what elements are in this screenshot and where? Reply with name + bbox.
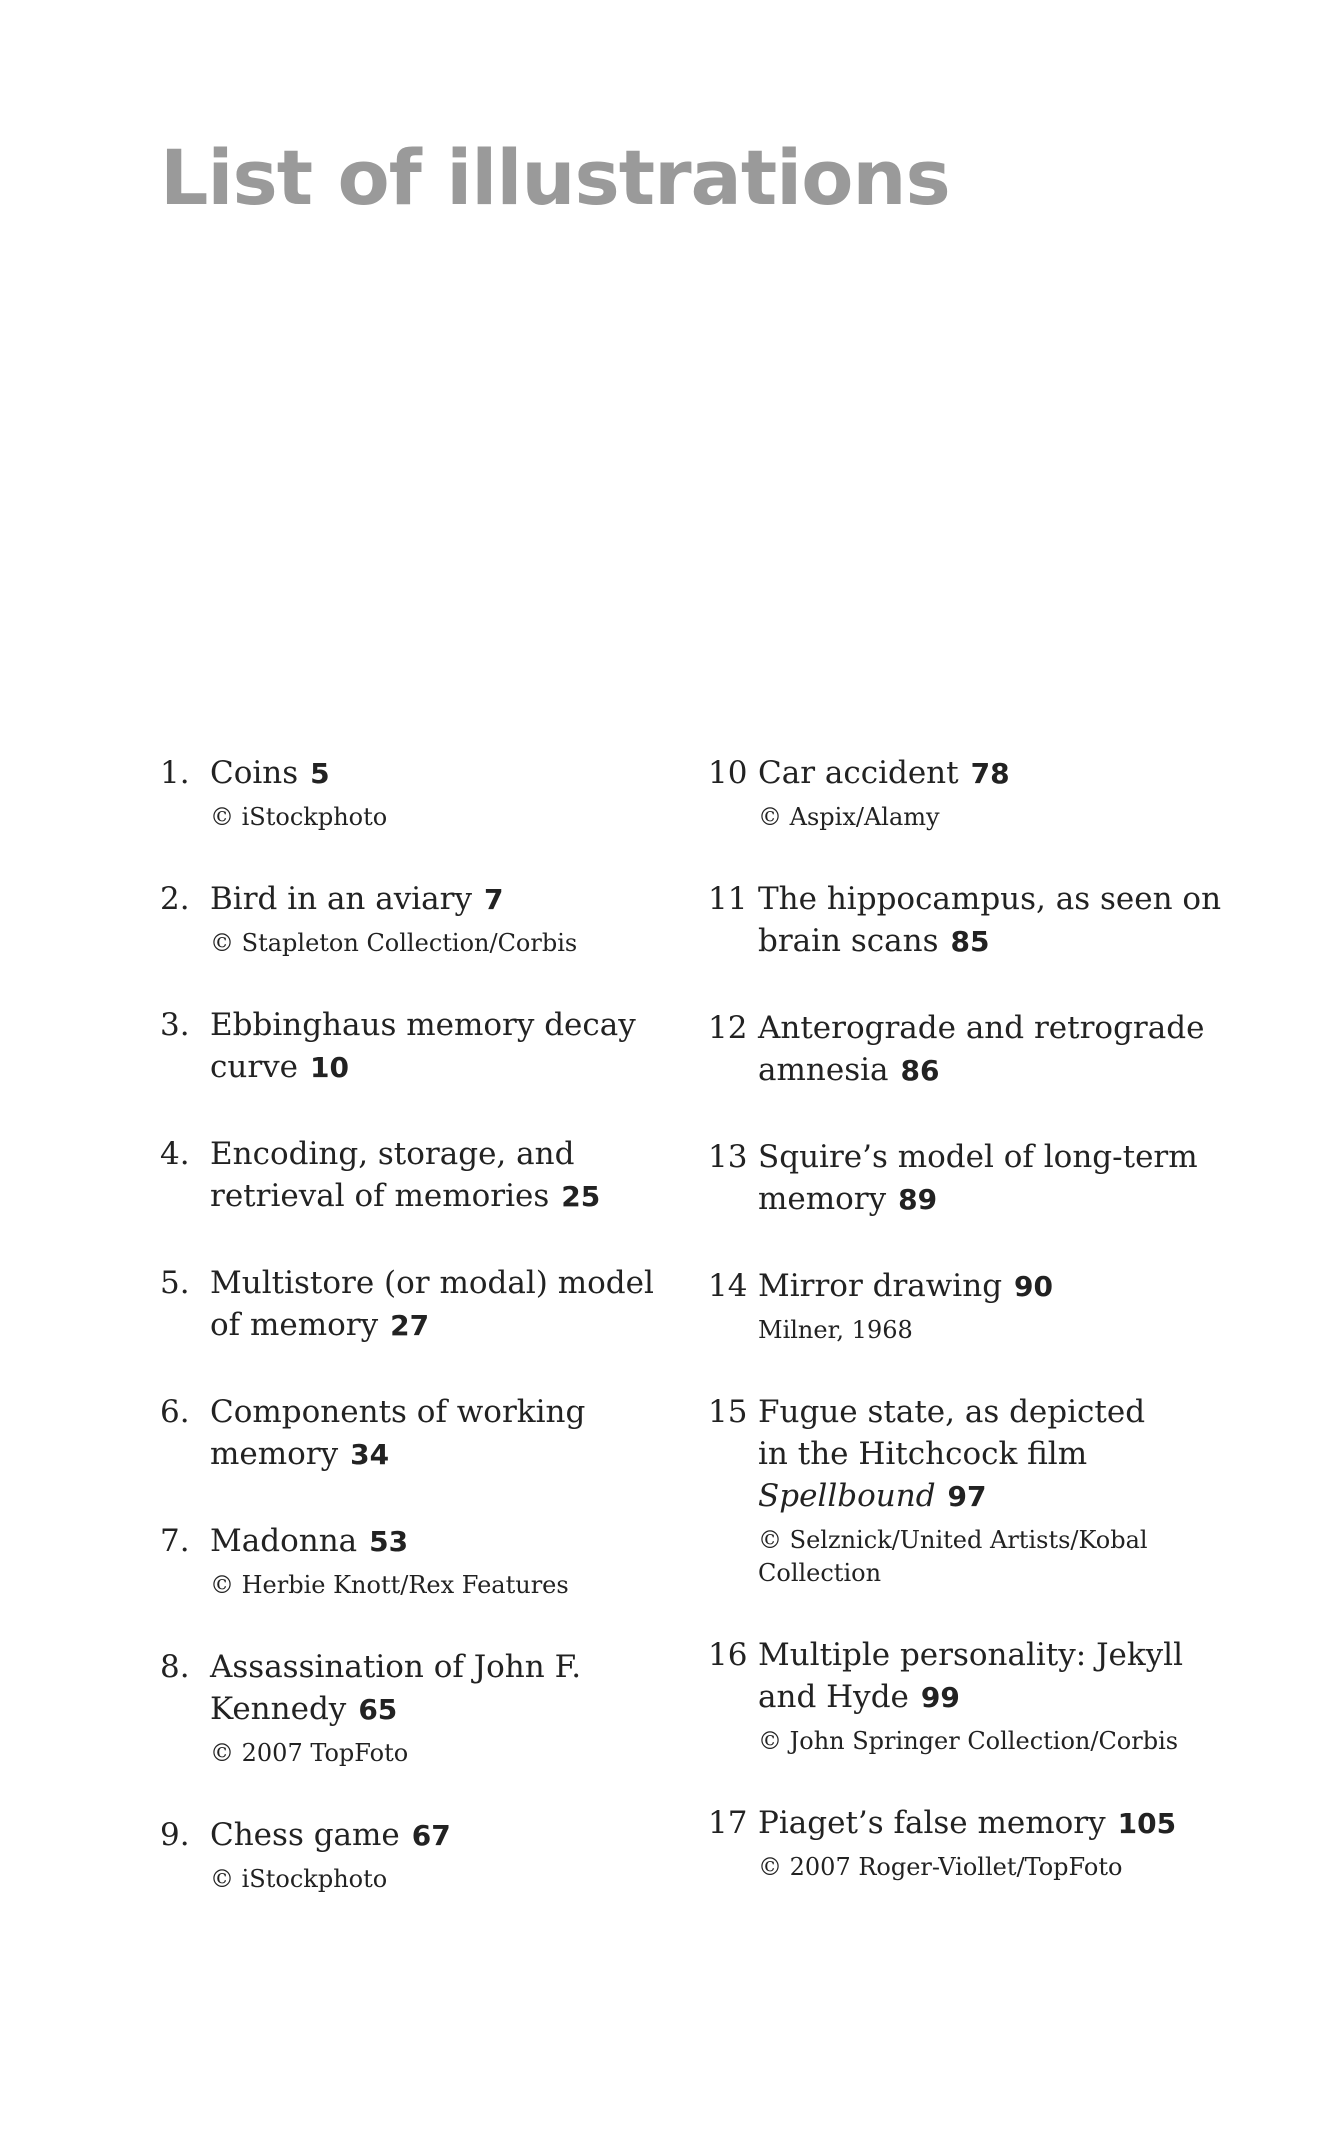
- illustration-entry: [160, 1646, 680, 1770]
- entry-page-number: 89: [898, 1183, 938, 1216]
- entry-title-line: memory: [210, 1436, 339, 1472]
- entry-title: [758, 752, 1228, 795]
- entry-number: 12: [708, 1010, 748, 1046]
- entry-title-line: Multistore (or modal) model: [210, 1265, 654, 1301]
- entry-title-line: of memory: [210, 1307, 379, 1343]
- entry-title: [758, 1007, 1228, 1092]
- entry-page-number: 85: [950, 925, 990, 958]
- entry-title-line: Kennedy: [210, 1691, 347, 1727]
- entry-credit: © iStockphoto: [210, 803, 388, 831]
- illustration-entry: [708, 752, 1228, 834]
- entry-page-number: 7: [483, 883, 504, 916]
- entry-title-line: Multiple personality: Jekyll: [758, 1637, 1183, 1673]
- entry-title: [210, 1814, 680, 1857]
- illustrations-column-left: [160, 752, 680, 1940]
- entry-title-line: curve: [210, 1049, 299, 1085]
- entry-title-line: Components of working: [210, 1394, 586, 1430]
- entry-title-line: Bird in an aviary: [210, 881, 472, 917]
- entry-page-number: 67: [411, 1819, 451, 1852]
- entry-title: [210, 1520, 680, 1563]
- entry-title: [210, 878, 680, 921]
- entry-title: [210, 1004, 680, 1089]
- entry-number: 9.: [160, 1817, 190, 1853]
- entry-number: 17: [708, 1805, 748, 1841]
- entry-title: [758, 1391, 1228, 1518]
- illustrations-column-right: [708, 752, 1228, 1928]
- illustration-entry: [708, 1136, 1228, 1221]
- entry-title: [210, 1262, 680, 1347]
- entry-credit: © Stapleton Collection/Corbis: [210, 929, 578, 957]
- entry-number: 14: [708, 1268, 748, 1304]
- entry-title-line: Assassination of John F.: [210, 1649, 582, 1685]
- entry-title-line: retrieval of memories: [210, 1178, 550, 1214]
- illustration-entry: [708, 878, 1228, 963]
- entry-title-line: Squire’s model of long-term: [758, 1139, 1198, 1175]
- entry-title: [210, 1133, 680, 1218]
- entry-page-number: 105: [1117, 1807, 1177, 1840]
- entry-credit: © iStockphoto: [210, 1865, 388, 1893]
- entry-number: 2.: [160, 881, 190, 917]
- entry-number: 10: [708, 755, 748, 791]
- entry-title-line: Fugue state, as depicted: [758, 1394, 1146, 1430]
- entry-credit: © Selznick/United Artists/Kobal Collection: [758, 1526, 1148, 1587]
- entry-title-line: brain scans: [758, 923, 939, 959]
- entry-page-number: 27: [390, 1309, 430, 1342]
- entry-title: [210, 1391, 680, 1476]
- entry-title-line: Ebbinghaus memory decay: [210, 1007, 636, 1043]
- entry-title-line: Coins: [210, 755, 299, 791]
- entry-number: 8.: [160, 1649, 190, 1685]
- entry-title: [758, 1265, 1228, 1308]
- entry-number: 11: [708, 881, 748, 917]
- illustration-entry: [160, 1520, 680, 1602]
- entry-title-line: amnesia: [758, 1052, 889, 1088]
- entry-title-line: in the Hitchcock film: [758, 1436, 1088, 1472]
- entry-page-number: 97: [947, 1480, 987, 1513]
- entry-page-number: 25: [561, 1180, 601, 1213]
- entry-number: 4.: [160, 1136, 190, 1172]
- entry-page-number: 34: [350, 1438, 390, 1471]
- entry-title-line: Anterograde and retrograde: [758, 1010, 1205, 1046]
- entry-number: 5.: [160, 1265, 190, 1301]
- entry-credit: © 2007 TopFoto: [210, 1739, 409, 1767]
- illustration-entry: [160, 1004, 680, 1089]
- illustration-entry: [708, 1007, 1228, 1092]
- illustration-entry: [160, 1262, 680, 1347]
- entry-title: [758, 1802, 1228, 1845]
- entry-page-number: 86: [900, 1054, 940, 1087]
- illustration-entry: [708, 1391, 1228, 1590]
- illustration-entry: [160, 1133, 680, 1218]
- entry-credit: © 2007 Roger-Viollet/TopFoto: [758, 1853, 1123, 1881]
- entry-credit: © Aspix/Alamy: [758, 803, 940, 831]
- illustration-entry: [160, 752, 680, 834]
- entry-title: [210, 752, 680, 795]
- entry-number: 13: [708, 1139, 748, 1175]
- entry-title: [758, 878, 1228, 963]
- entry-page-number: 10: [310, 1051, 349, 1084]
- entry-number: 15: [708, 1394, 748, 1430]
- entry-title-line: and Hyde: [758, 1679, 909, 1715]
- illustration-entry: [160, 1391, 680, 1476]
- illustration-entry: [708, 1634, 1228, 1758]
- entry-credit: © John Springer Collection/Corbis: [758, 1727, 1179, 1755]
- entry-title-line: Madonna: [210, 1523, 358, 1559]
- entry-page-number: 78: [970, 757, 1010, 790]
- entry-page-number: 90: [1014, 1270, 1054, 1303]
- page-title: List of illustrations: [160, 133, 950, 222]
- entry-title-line: Mirror drawing: [758, 1268, 1003, 1304]
- entry-number: 7.: [160, 1523, 190, 1559]
- entry-title: [758, 1136, 1228, 1221]
- entry-title: [758, 1634, 1228, 1719]
- entry-title-line: Chess game: [210, 1817, 400, 1853]
- entry-title: [210, 1646, 680, 1731]
- entry-title-line: The hippocampus, as seen on: [758, 881, 1222, 917]
- entry-number: 3.: [160, 1007, 190, 1043]
- illustration-entry: [160, 1814, 680, 1896]
- entry-title-line: Encoding, storage, and: [210, 1136, 575, 1172]
- entry-page-number: 53: [369, 1525, 409, 1558]
- entry-title-line: Piaget’s false memory: [758, 1805, 1106, 1841]
- illustration-entry: [708, 1802, 1228, 1884]
- entry-page-number: 5: [310, 757, 330, 790]
- entry-page-number: 65: [358, 1693, 398, 1726]
- entry-title-line: Car accident: [758, 755, 959, 791]
- entry-credit: © Herbie Knott/Rex Features: [210, 1571, 569, 1599]
- entry-credit: Milner, 1968: [758, 1316, 913, 1344]
- entry-number: 16: [708, 1637, 748, 1673]
- entry-title-italic: Spellbound: [758, 1478, 936, 1514]
- entry-title-line: memory: [758, 1181, 887, 1217]
- illustration-entry: [160, 878, 680, 960]
- entry-number: 6.: [160, 1394, 190, 1430]
- illustration-entry: [708, 1265, 1228, 1347]
- entry-page-number: 99: [920, 1681, 960, 1714]
- entry-number: 1.: [160, 755, 190, 791]
